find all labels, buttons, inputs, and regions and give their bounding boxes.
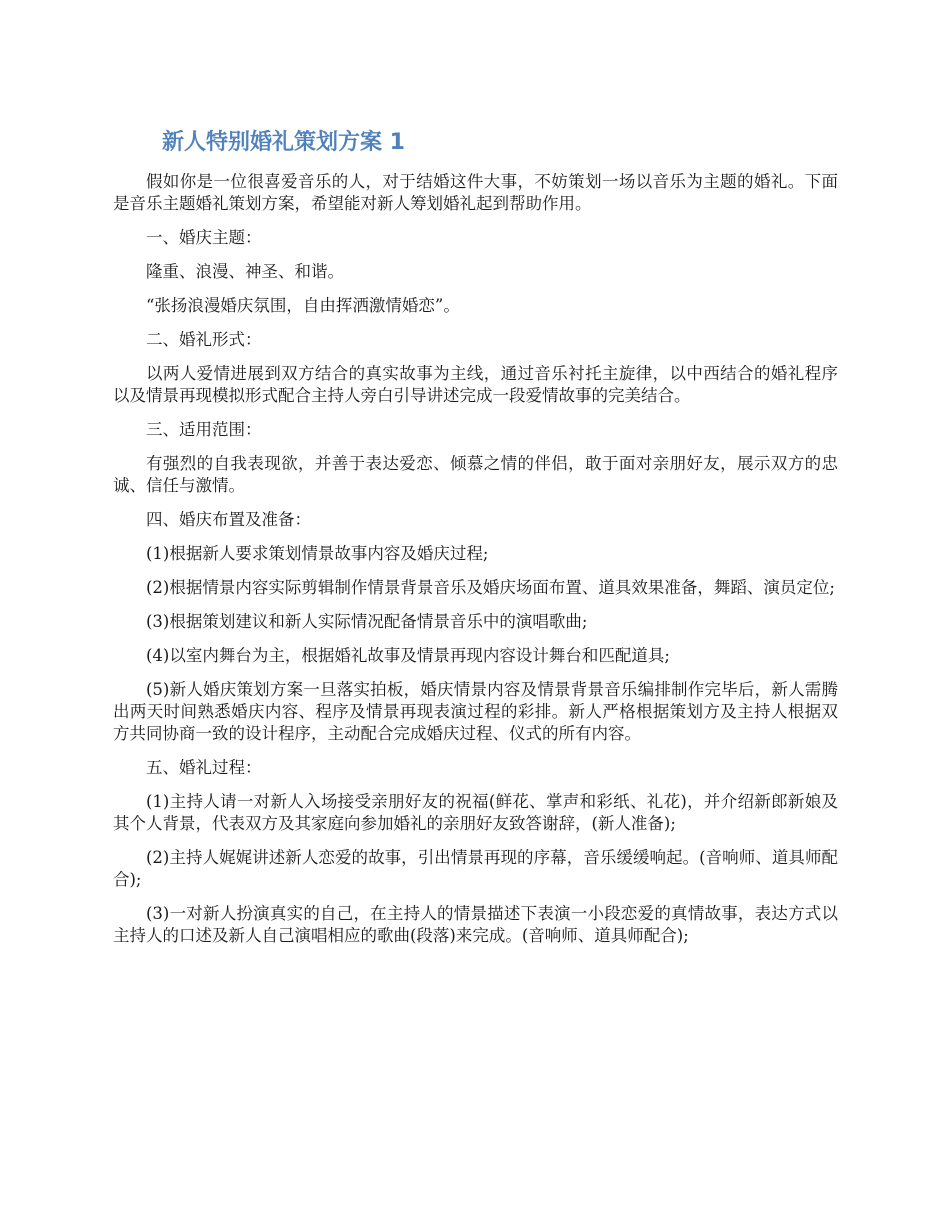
list-item: (1)主持人请一对新人入场接受亲朋好友的祝福(鲜花、掌声和彩纸、礼花)，并介绍新郎新娘及其个人背景，代表双方及其家庭向参加婚礼的亲朋好友致答谢辞，(新人准备); bbox=[113, 792, 838, 833]
document-body bbox=[113, 171, 838, 959]
list-item: (2)主持人娓娓讲述新人恋爱的故事，引出情景再现的序幕，音乐缓缓响起。(音响师、道具师配合); bbox=[113, 848, 838, 889]
list-item: (4)以室内舞台为主，根据婚礼故事及情景再现内容设计舞台和匹配道具; bbox=[146, 646, 670, 665]
paragraph: 以两人爱情进展到双方结合的真实故事为主线，通过音乐衬托主旋律，以中西结合的婚礼程序以及情景再现模拟形式配合主持人旁白引导讲述完成一段爱情故事的完美结合。 bbox=[113, 364, 838, 405]
paragraph-intro: 假如你是一位很喜爱音乐的人，对于结婚这件大事，不妨策划一场以音乐为主题的婚礼。下面是音乐主题婚礼策划方案，希望能对新人筹划婚礼起到帮助作用。 bbox=[113, 172, 838, 213]
paragraph: 隆重、浪漫、神圣、和谐。 bbox=[146, 262, 344, 281]
section-heading-theme: 一、婚庆主题： bbox=[146, 228, 262, 247]
list-item: (2)根据情景内容实际剪辑制作情景背景音乐及婚庆场面布置、道具效果准备，舞蹈、演员定位; bbox=[146, 578, 835, 597]
section-heading-scope: 三、适用范围： bbox=[146, 420, 262, 439]
page-title: 新人特别婚礼策划方案 1 bbox=[162, 130, 405, 155]
paragraph: 有强烈的自我表现欲，并善于表达爱恋、倾慕之情的伴侣，敢于面对亲朋好友，展示双方的忠诚、信任与激情。 bbox=[113, 454, 838, 495]
section-heading-form: 二、婚礼形式： bbox=[146, 330, 262, 349]
list-item: (5)新人婚庆策划方案一旦落实拍板，婚庆情景内容及情景背景音乐编排制作完毕后，新人需腾出两天时间熟悉婚庆内容、程序及情景再现表演过程的彩排。新人严格根据策划方及主持人根据双方共同协商一致的设计程序，主动配合完成婚庆过程、仪式的所有内容。 bbox=[113, 680, 838, 743]
section-heading-preparation: 四、婚庆布置及准备： bbox=[146, 510, 311, 529]
list-item: (1)根据新人要求策划情景故事内容及婚庆过程; bbox=[146, 544, 489, 563]
list-item: (3)根据策划建议和新人实际情况配备情景音乐中的演唱歌曲; bbox=[146, 612, 588, 631]
paragraph: “张扬浪漫婚庆氛围，自由挥洒激情婚恋”。 bbox=[146, 296, 460, 315]
list-item: (3)一对新人扮演真实的自己，在主持人的情景描述下表演一小段恋爱的真情故事，表达方式以主持人的口述及新人自己演唱相应的歌曲(段落)来完成。(音响师、道具师配合); bbox=[113, 904, 838, 945]
section-heading-process: 五、婚礼过程： bbox=[146, 758, 262, 777]
